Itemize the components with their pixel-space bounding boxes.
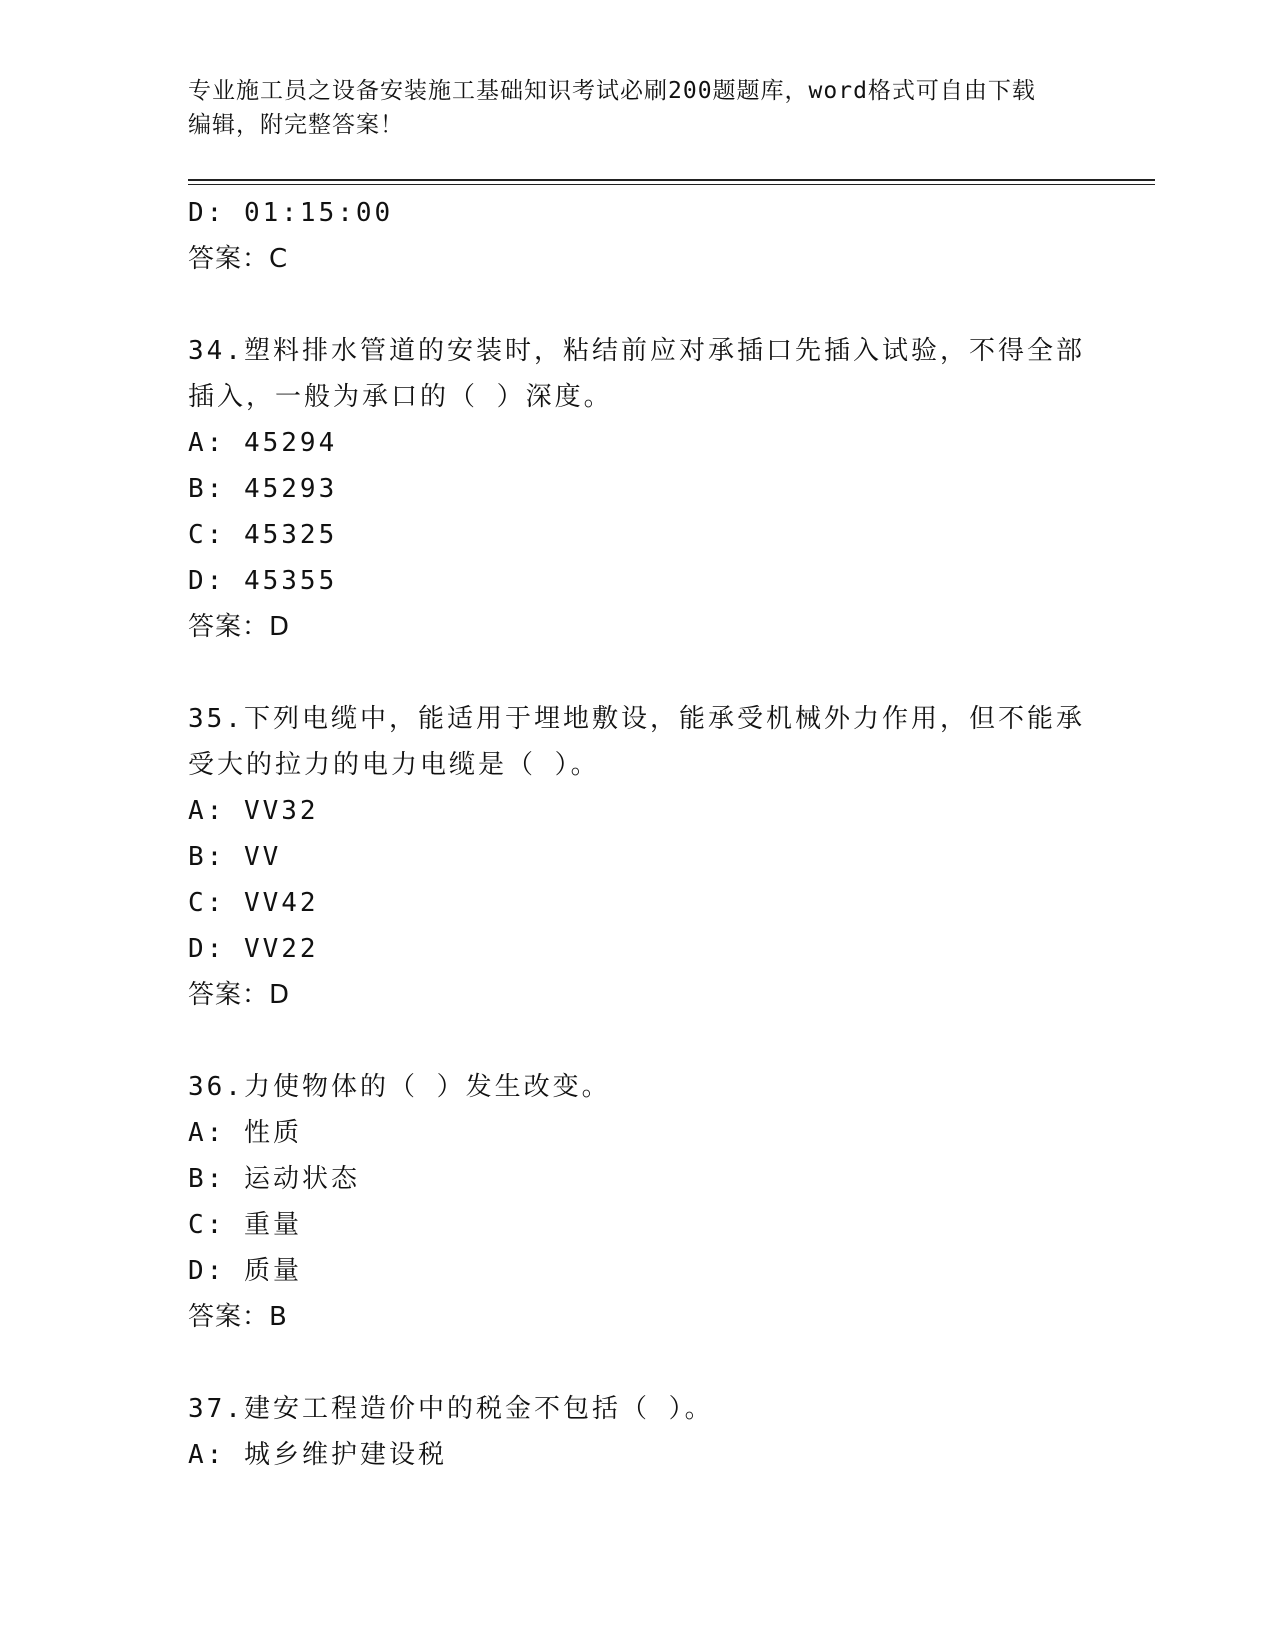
spacer (188, 650, 1088, 696)
question-33-tail (188, 190, 1088, 282)
header-line-1: 专业施工员之设备安装施工基础知识考试必刷200题题库，word格式可自由下载 (188, 78, 1036, 104)
page-header (188, 74, 1078, 142)
spacer (188, 1340, 1088, 1386)
header-divider-thick (188, 179, 1155, 181)
question-37 (188, 1386, 1088, 1478)
question-text-cont: 受大的拉力的电力电缆是（ ）。 (188, 750, 600, 780)
option-c: C: 重量 (188, 1210, 302, 1240)
header-line-2: 编辑，附完整答案！ (188, 112, 404, 138)
question-34 (188, 328, 1088, 650)
option-d: D: VV22 (188, 934, 319, 964)
option-a: A: VV32 (188, 796, 319, 826)
option-b: B: 45293 (188, 474, 338, 504)
option-c: C: 45325 (188, 520, 338, 550)
answer-text: 答案：C (188, 244, 289, 274)
answer-text: 答案：D (188, 980, 291, 1010)
spacer (188, 1018, 1088, 1064)
option-d: D: 45355 (188, 566, 338, 596)
question-text: 34.塑料排水管道的安装时，粘结前应对承插口先插入试验，不得全部 (188, 336, 1085, 366)
option-a: A: 城乡维护建设税 (188, 1440, 447, 1470)
question-list (188, 190, 1088, 1478)
question-36 (188, 1064, 1088, 1340)
option-d: D: 质量 (188, 1256, 302, 1286)
question-text: 36.力使物体的（ ）发生改变。 (188, 1072, 611, 1102)
spacer (188, 282, 1088, 328)
option-b: B: VV (188, 842, 282, 872)
option-b: B: 运动状态 (188, 1164, 360, 1194)
question-text-cont: 插入，一般为承口的（ ）深度。 (188, 382, 613, 412)
option-a: A: 性质 (188, 1118, 302, 1148)
answer-text: 答案：D (188, 612, 291, 642)
answer-text: 答案：B (188, 1302, 288, 1332)
option-c: C: VV42 (188, 888, 319, 918)
header-divider-thin (188, 184, 1155, 185)
question-35 (188, 696, 1088, 1018)
option-a: A: 45294 (188, 428, 338, 458)
question-text: 35.下列电缆中，能适用于埋地敷设，能承受机械外力作用，但不能承 (188, 704, 1085, 734)
question-text: 37.建安工程造价中的税金不包括（ ）。 (188, 1394, 714, 1424)
option-d: D: 01:15:00 (188, 198, 394, 228)
